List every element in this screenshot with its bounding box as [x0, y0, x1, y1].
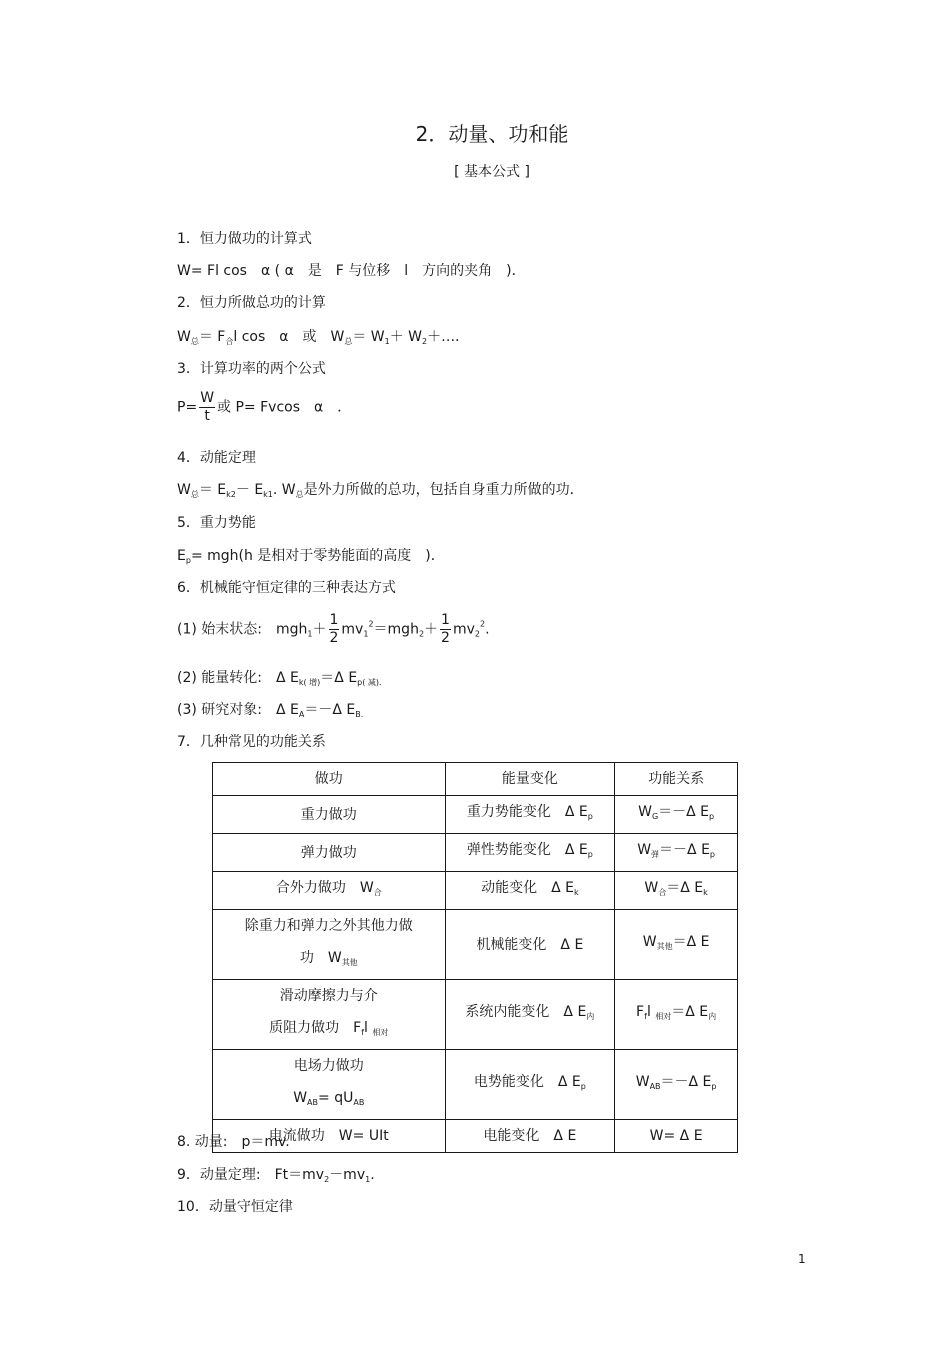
sub: p( 减)． — [357, 678, 388, 687]
sub: 2 — [418, 629, 425, 639]
f: l cos α 或 W — [233, 329, 345, 345]
table-cell — [213, 1050, 446, 1120]
item-1-formula: W= Fl cos α ( α 是 F 与位移 l 方向的夹角 )． — [177, 263, 526, 279]
f: ＝ E — [198, 482, 227, 498]
sub: 相对 — [655, 1012, 672, 1021]
fraction — [440, 612, 451, 647]
t: W — [293, 1090, 308, 1106]
t: l — [646, 1004, 651, 1020]
work-energy-table — [212, 762, 738, 1153]
label: (3) 研究对象: — [177, 702, 276, 718]
t: 功 W — [299, 950, 342, 966]
table-cell — [615, 910, 738, 980]
f: W — [177, 329, 191, 345]
table-row — [213, 872, 738, 910]
table-row — [213, 1050, 738, 1120]
sub: 内 — [586, 1012, 595, 1021]
sub: p — [587, 812, 593, 821]
cell-line — [217, 942, 441, 979]
t: 重力势能变化 Δ E — [466, 804, 588, 820]
sub: p — [185, 556, 191, 565]
table-header-cell: 能量变化 — [445, 763, 615, 796]
t: ＝－Δ E — [659, 842, 710, 858]
t: 合外力做功 W — [275, 880, 374, 896]
item-7-heading: 7．几种常见的功能关系 — [177, 734, 326, 750]
f: . W — [272, 482, 296, 498]
table-cell: 电流做功 W= UIt — [213, 1120, 446, 1153]
table-row — [213, 980, 738, 1050]
sub: f — [361, 1028, 365, 1037]
sub: 1 — [363, 629, 369, 639]
sub: 弹 — [651, 850, 660, 859]
item-2-formula — [177, 326, 469, 347]
f: Δ E — [276, 670, 299, 686]
item-1-heading: 1．恒力做功的计算式 — [177, 231, 312, 247]
sub: 合 — [225, 337, 234, 346]
t: = qU — [318, 1090, 354, 1106]
sub: 内 — [708, 1012, 717, 1021]
table-cell: 重力做功 — [213, 796, 446, 834]
table-cell — [213, 910, 446, 980]
t: ＝Δ E — [666, 880, 704, 896]
sub: k — [573, 888, 579, 897]
t: W — [635, 1074, 650, 1090]
f: ＝ F — [198, 329, 226, 345]
table-row — [213, 796, 738, 834]
table-cell — [615, 834, 738, 872]
t: ＝－Δ E — [660, 1074, 712, 1090]
sub: k2 — [226, 490, 236, 499]
f: ＋ W — [389, 329, 423, 345]
sub: f — [644, 1012, 647, 1021]
item-10-heading: 10．动量守恒定律 — [177, 1199, 293, 1215]
label: (2) 能量转化: — [177, 670, 276, 686]
t: l — [364, 1020, 368, 1036]
item-6-expression-1 — [177, 612, 490, 647]
t: 除重力和弹力之外其他力做 — [244, 918, 413, 934]
t: W — [637, 842, 652, 858]
table-header-cell: 功能关系 — [615, 763, 738, 796]
t: W — [644, 880, 659, 896]
t: 滑动摩擦力与介 — [279, 988, 378, 1004]
f: ＋ — [424, 621, 439, 638]
sub: A — [298, 710, 305, 719]
table-cell — [445, 796, 615, 834]
cell-line — [217, 1012, 441, 1049]
sub: 其他 — [656, 942, 673, 951]
sub: p — [709, 812, 715, 821]
sub: 2 — [422, 337, 428, 346]
sub: AB — [353, 1098, 365, 1107]
sub: p — [709, 850, 715, 859]
item-5-formula — [177, 545, 445, 565]
table-cell — [213, 872, 446, 910]
sub: 2 — [474, 629, 480, 639]
t: 系统内能变化 Δ E — [465, 1004, 587, 1020]
table-cell — [445, 1050, 615, 1120]
sub: 1 — [365, 1175, 371, 1184]
f: ＝Δ E — [320, 670, 358, 686]
f: 或 P= Fvcos α ． — [217, 399, 352, 416]
table-cell — [213, 980, 446, 1050]
item-8: 8. 动量: p＝mv. — [177, 1134, 290, 1150]
sub: p — [587, 850, 593, 859]
sub: 1 — [384, 337, 390, 346]
table-cell — [615, 872, 738, 910]
table-cell — [615, 1050, 738, 1120]
sub: 总 — [344, 337, 353, 346]
table-cell: 电能变化 Δ E — [445, 1120, 615, 1153]
table-cell — [615, 796, 738, 834]
table-cell — [445, 872, 615, 910]
item-4-formula — [177, 479, 584, 500]
sub: B. — [355, 710, 364, 719]
item-6-heading: 6．机械能守恒定律的三种表达方式 — [177, 580, 396, 596]
sup: 2 — [368, 619, 374, 629]
f: . — [485, 621, 490, 638]
t: 9．动量定理: Ft＝mv — [177, 1167, 325, 1183]
label: (1) 始末状态: — [177, 621, 276, 638]
f: mgh — [276, 621, 308, 638]
t: . — [370, 1167, 375, 1183]
table-cell: 弹力做功 — [213, 834, 446, 872]
table-row — [213, 834, 738, 872]
f: P= — [177, 399, 198, 416]
item-2-heading: 2．恒力所做总功的计算 — [177, 295, 326, 311]
sub: 2 — [324, 1175, 330, 1184]
t: 电场力做功 — [293, 1058, 364, 1074]
f: ＝－Δ E — [304, 702, 356, 718]
sub: AB — [649, 1082, 661, 1091]
f: Δ E — [276, 702, 299, 718]
t: －mv — [329, 1167, 366, 1183]
table-cell: 机械能变化 Δ E — [445, 910, 615, 980]
t: W — [642, 934, 657, 950]
f: ＋ — [312, 621, 327, 638]
f: ＝ W — [352, 329, 385, 345]
item-6-expression-3 — [177, 699, 363, 719]
fraction — [199, 390, 215, 425]
f: ＋…． — [427, 329, 470, 345]
t: ＝Δ E — [672, 934, 710, 950]
sub: 合 — [658, 888, 667, 897]
f: 是外力所做的总功，包括自身重力所做的功． — [303, 482, 584, 498]
sub: 总 — [190, 337, 199, 346]
sub: 其他 — [341, 958, 358, 967]
sub: p — [580, 1082, 586, 1091]
t: 质阻力做功 F — [269, 1020, 362, 1036]
page-number: 1 — [798, 1252, 806, 1266]
table-cell — [615, 980, 738, 1050]
sub: k1 — [263, 490, 273, 499]
t: 动能变化 Δ E — [481, 880, 574, 896]
item-4-heading: 4．动能定理 — [177, 450, 256, 466]
item-3-formula — [177, 390, 351, 425]
t: 弹性势能变化 Δ E — [466, 842, 588, 858]
table-cell — [445, 834, 615, 872]
denominator: 2 — [329, 630, 339, 646]
f: W — [177, 482, 191, 498]
f: E — [177, 548, 186, 564]
sub: 总 — [295, 490, 304, 499]
t: ＝－Δ E — [658, 804, 710, 820]
sub: k( 增) — [298, 678, 321, 687]
f: mv — [452, 621, 475, 638]
table-row — [213, 910, 738, 980]
sub: 相对 — [372, 1028, 389, 1037]
numerator: 1 — [441, 612, 450, 628]
f: － E — [235, 482, 264, 498]
t: 电势能变化 Δ E — [473, 1074, 581, 1090]
sub: G — [651, 812, 659, 821]
sub: AB — [307, 1098, 319, 1107]
item-6-expression-2 — [177, 667, 387, 688]
t: ＝Δ E — [671, 1004, 709, 1020]
fraction — [329, 612, 340, 647]
sub: 1 — [307, 629, 313, 639]
cell-line — [217, 1082, 441, 1119]
denominator: 2 — [441, 630, 450, 646]
table-cell — [445, 980, 615, 1050]
item-5-heading: 5．重力势能 — [177, 515, 256, 531]
sub: k — [703, 888, 708, 897]
section-subtitle: [ 基本公式 ] — [454, 164, 530, 180]
table-header-row — [213, 763, 738, 796]
sup: 2 — [480, 619, 486, 629]
t: W — [638, 804, 652, 820]
item-9 — [177, 1164, 375, 1184]
page-title: 2．动量、功和能 — [415, 122, 569, 146]
table-row — [213, 1120, 738, 1153]
f: mv — [341, 621, 364, 638]
sub: p — [711, 1082, 717, 1091]
table-header-cell: 做功 — [213, 763, 446, 796]
denominator: t — [204, 408, 210, 424]
item-3-heading: 3．计算功率的两个公式 — [177, 361, 326, 377]
sub: 总 — [190, 490, 199, 499]
numerator: W — [200, 390, 215, 406]
numerator: 1 — [329, 612, 339, 628]
f: = mgh(h 是相对于零势能面的高度 )． — [190, 548, 445, 564]
sub: 合 — [373, 888, 382, 897]
t: F — [636, 1004, 645, 1020]
table-cell: W= Δ E — [615, 1120, 738, 1153]
f: ＝mgh — [373, 621, 419, 638]
